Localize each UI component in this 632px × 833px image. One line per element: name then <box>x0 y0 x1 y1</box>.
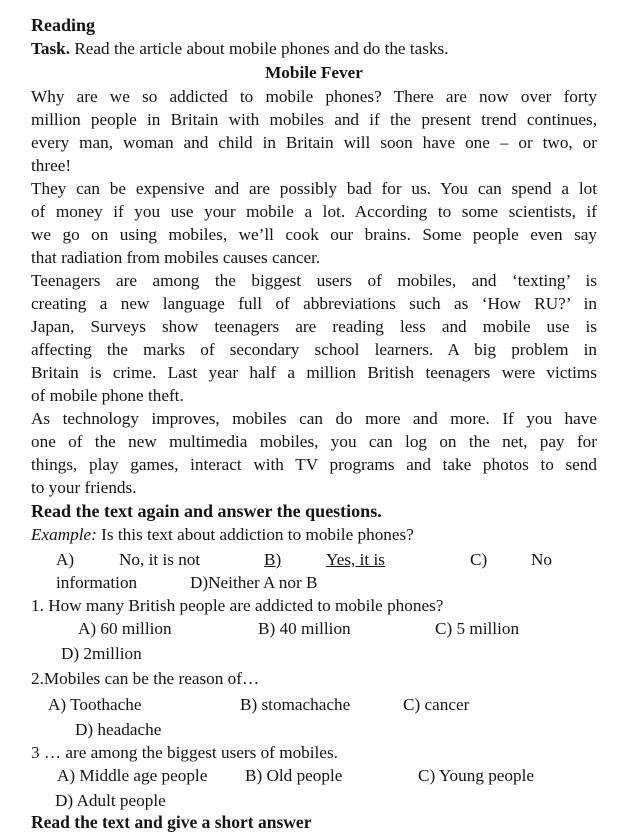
question-1: 1. How many British people are addicted to mobile phones? <box>31 596 444 615</box>
example-option-c-text-cont: information <box>56 573 138 592</box>
article-title: Mobile Fever <box>265 63 363 82</box>
article-line: million people in Britain with mobiles and if the present trend continues, <box>31 110 597 129</box>
question-2: 2.Mobiles can be the reason of… <box>31 669 260 688</box>
question-3-option: B) Old people <box>245 766 343 785</box>
article-line: of money if you use your mobile a lot. According to some scientists, if <box>31 202 597 221</box>
article-line: affecting the marks of secondary school learners. A big problem in <box>31 340 597 359</box>
questions-heading: Read the text again and answer the questions. <box>31 501 382 521</box>
question-1-option: C) 5 million <box>435 619 520 638</box>
article-line: Why are we so addicted to mobile phones? There are now over forty <box>31 87 597 106</box>
example-option-b-text: Yes, it is <box>326 550 385 569</box>
example-question <box>31 524 414 546</box>
article-line: Britain is crime. Last year half a million British teenagers were victims <box>31 363 597 382</box>
article-line: we go on using mobiles, we’ll cook our brains. Some people even say <box>31 225 597 244</box>
article-line: They can be expensive and are possibly bad for us. You can spend a lot <box>31 179 597 198</box>
article-line: creating a new language full of abbreviations such as ‘How RU?’ in <box>31 294 597 313</box>
question-3-option: C) Young people <box>418 766 535 785</box>
article-line: one of the new multimedia mobiles, you can log on the net, pay for <box>31 432 597 451</box>
question-2-option: B) stomachache <box>240 695 351 714</box>
example-option-b-letter: B) <box>264 550 282 569</box>
question-2-option: D) headache <box>75 720 162 739</box>
question-3-option: D) Adult people <box>55 791 166 810</box>
article-line: that radiation from mobiles causes cancer. <box>31 248 321 267</box>
article-line: things, play games, interact with TV programs and take photos to send <box>31 455 597 474</box>
example-question-text: Is this text about addiction to mobile phones? <box>101 525 414 544</box>
task-label: Task. <box>31 39 71 58</box>
example-option-d: D)Neither A nor B <box>190 573 318 592</box>
question-3: 3 … are among the biggest users of mobiles. <box>31 743 338 762</box>
article-line: of mobile phone theft. <box>31 386 184 405</box>
task-text: Read the article about mobile phones and do the tasks. <box>74 39 449 58</box>
example-option-a-text: No, it is not <box>119 550 201 569</box>
example-label: Example: <box>31 525 97 544</box>
example-option-c-letter: C) <box>470 550 488 569</box>
article-line: Teenagers are among the biggest users of mobiles, and ‘texting’ is <box>31 271 597 290</box>
article-line: As technology improves, mobiles can do more and more. If you have <box>31 409 597 428</box>
question-3-option: A) Middle age people <box>57 766 208 785</box>
example-option-a-letter: A) <box>56 550 75 569</box>
section-title: Reading <box>31 15 96 35</box>
cutoff-heading: Read the text and give a short answer <box>31 812 312 832</box>
question-1-option: B) 40 million <box>258 619 351 638</box>
article-line: to your friends. <box>31 478 137 497</box>
article-line: three! <box>31 156 72 175</box>
question-1-option: D) 2million <box>61 644 142 663</box>
question-2-option: C) cancer <box>403 695 470 714</box>
article-line: every man, woman and child in Britain will soon have one – or two, or <box>31 133 597 152</box>
question-2-option: A) Toothache <box>48 695 142 714</box>
article-line: Japan, Surveys show teenagers are reading less and mobile use is <box>31 317 597 336</box>
example-option-c-text: No <box>531 550 553 569</box>
question-1-option: A) 60 million <box>78 619 172 638</box>
task-line <box>31 38 449 60</box>
